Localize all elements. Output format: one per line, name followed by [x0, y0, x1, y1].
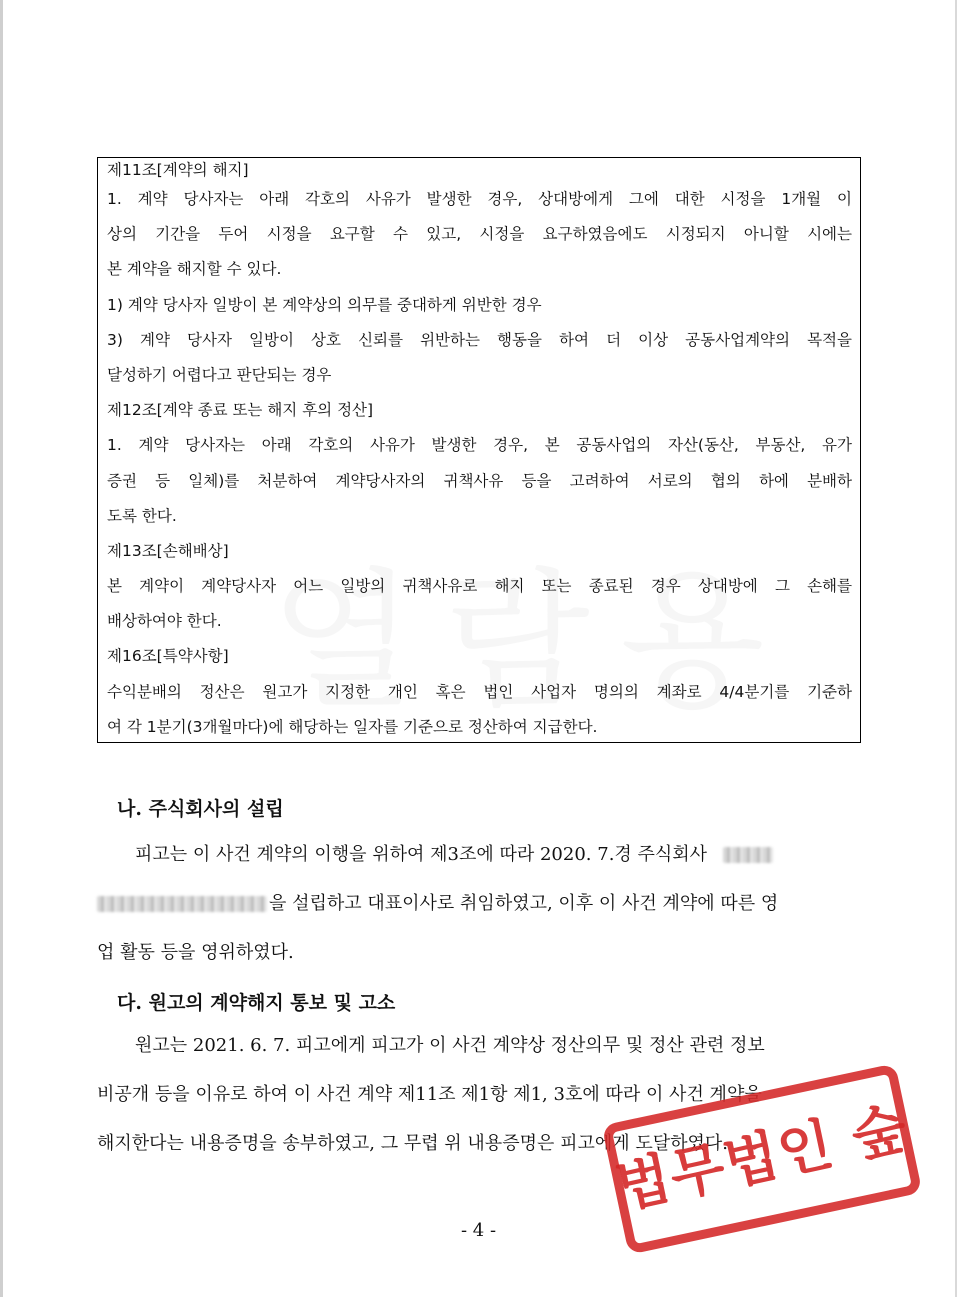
section-da-line-2: 비공개 등을 이유로 하여 이 사건 계약 제11조 제1항 제1, 3호에 따라 이 사건 계약을 [97, 1084, 762, 1105]
article-11-para-line: 상의 기간을 두어 시정을 요구할 수 있고, 시정을 요구하였음에도 시정되지 아니할 시에는 [107, 225, 852, 244]
page-edge-left [0, 0, 3, 1297]
article-13-line: 배상하여야 한다. [107, 612, 222, 631]
section-title-na: 나. 주식회사의 설립 [117, 798, 284, 820]
contract-excerpt-box [97, 157, 861, 743]
redacted-text [97, 896, 267, 912]
article-16-line: 여 각 1분기(3개월마다)에 해당하는 일자를 기준으로 정산하여 지급한다. [107, 717, 598, 736]
section-na-line-1 [97, 830, 866, 879]
section-da-line-1: 원고는 2021. 6. 7. 피고에게 피고가 이 사건 계약상 정산의무 및 정산 관련 정보 [135, 1035, 765, 1056]
article-11-para-line: 1. 계약 당사자는 아래 각호의 사유가 발생한 경우, 상대방에게 그에 대한 시정을 1개월 이 [107, 190, 852, 208]
section-na-body [97, 830, 866, 977]
article-11-item-3-line: 3) 계약 당사자 일방이 상호 신뢰를 위반하는 행동을 하여 더 이상 공동사업계약의 목적을 [107, 330, 852, 349]
article-11-title: 제11조[계약의 해지] [107, 161, 249, 179]
section-title-da: 다. 원고의 계약해지 통보 및 고소 [117, 992, 396, 1014]
article-12-title: 제12조[계약 종료 또는 해지 후의 정산] [107, 401, 374, 420]
article-12-para-line: 도록 한다. [107, 506, 177, 525]
section-na-line-3: 업 활동 등을 영위하였다. [97, 942, 294, 963]
article-16-line: 수익분배의 정산은 원고가 지정한 개인 혹은 법인 사업자 명의의 계좌로 4/4분기를 기준하 [107, 682, 852, 701]
article-13-line: 본 계약이 계약당사자 어느 일방의 귀책사유로 해지 또는 종료된 경우 상대방에 그 손해를 [107, 577, 852, 596]
page-number: - 4 - [460, 1220, 497, 1241]
redacted-text [723, 847, 773, 863]
article-12-para-line: 증권 등 일체)를 처분하여 계약당사자의 귀책사유 등을 고려하여 서로의 협의 하에 분배하 [107, 471, 852, 490]
article-16-title: 제16조[특약사항] [107, 647, 229, 666]
section-na-line-2-text: 을 설립하고 대표이사로 취임하였고, 이후 이 사건 계약에 따른 영 [269, 893, 779, 914]
stamp-text: 법무법인 숲 [610, 1095, 914, 1222]
article-11-para-line: 본 계약을 해지할 수 있다. [107, 260, 282, 279]
article-13-title: 제13조[손해배상] [107, 541, 229, 560]
article-11-item-1: 1) 계약 당사자 일방이 본 계약상의 의무를 중대하게 위반한 경우 [107, 295, 542, 314]
article-12-para-line: 1. 계약 당사자는 아래 각호의 사유가 발생한 경우, 본 공동사업의 자산(동산, 부동산, 유가 [107, 436, 852, 455]
section-na-line-1-text: 피고는 이 사건 계약의 이행을 위하여 제3조에 따라 2020. 7.경 주식회사 [135, 844, 708, 865]
article-11-item-3-line: 달성하기 어렵다고 판단되는 경우 [107, 365, 332, 384]
section-da-line-3: 해지한다는 내용증명을 송부하였고, 그 무렵 위 내용증명은 피고에게 도달하였다. [97, 1133, 729, 1154]
section-na-line-2 [97, 879, 866, 928]
